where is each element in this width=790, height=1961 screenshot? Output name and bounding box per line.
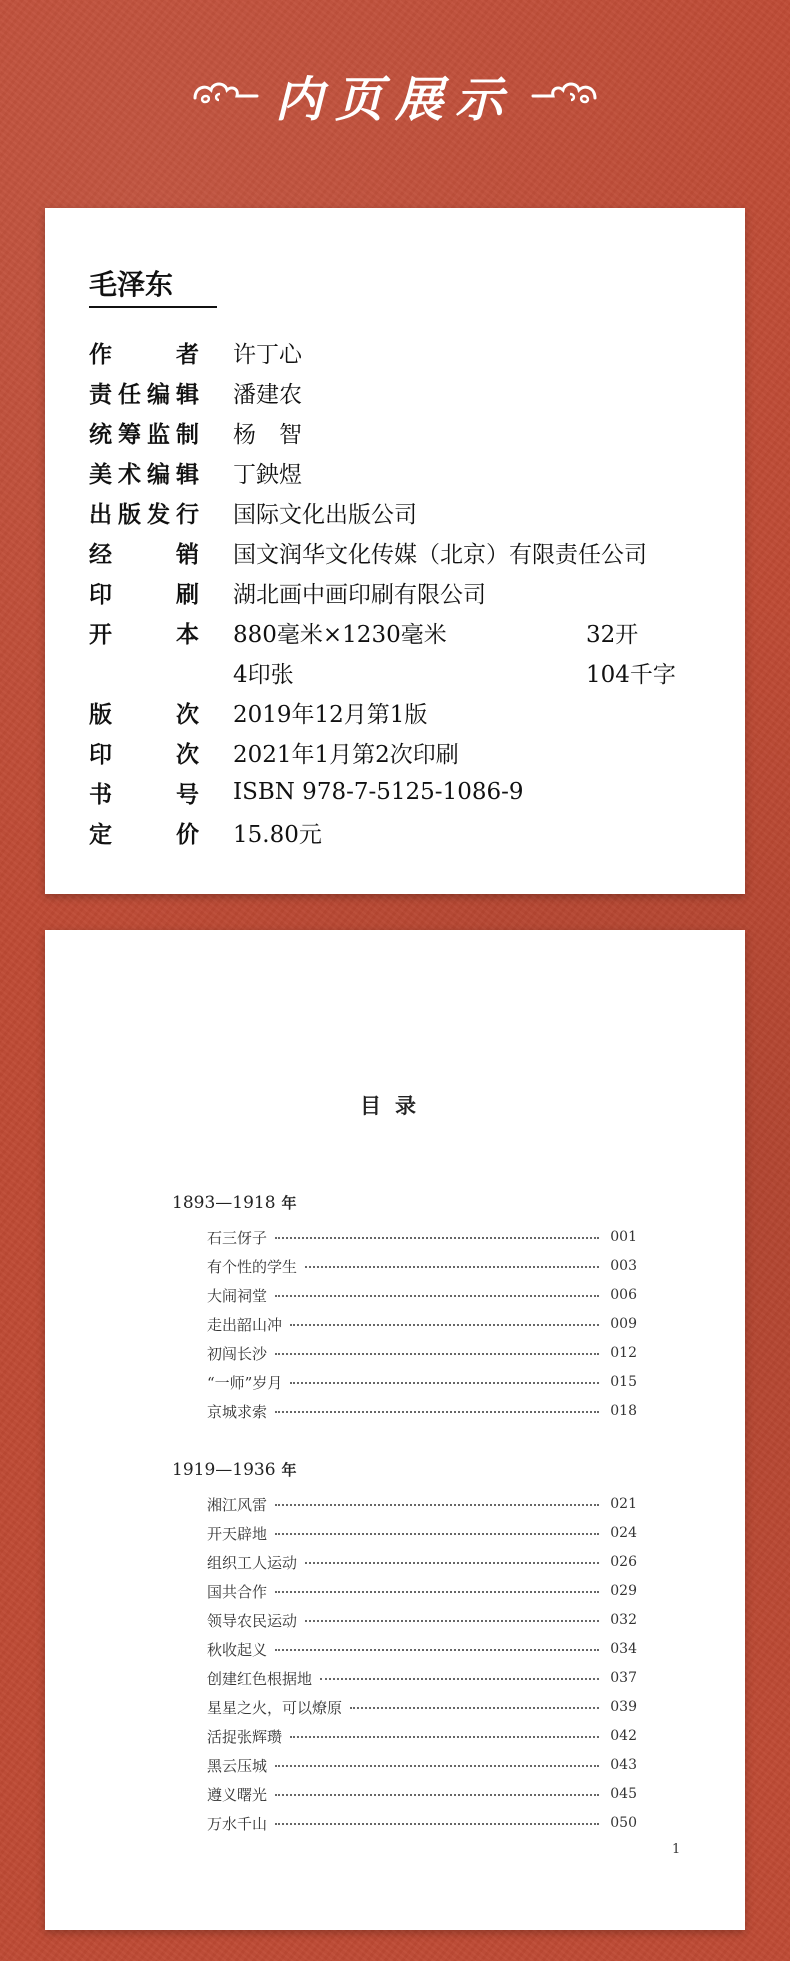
toc-entry-title: 湘江风雷 [207,1495,268,1514]
info-row [89,334,302,370]
info-value: 2019年12月第1版 [233,701,428,728]
book-title: 毛泽东 [89,268,174,301]
info-label: 开 本 [89,621,199,648]
toc-entry-page: 034 [610,1641,637,1657]
toc-entry-title: 大闹祠堂 [207,1286,268,1305]
info-row [89,574,486,610]
dot-leader [275,1237,599,1239]
info-value: 湖北画中画印刷有限公司 [233,581,486,608]
info-row [89,654,676,690]
toc-entry[interactable] [207,1226,637,1248]
dot-leader [290,1736,599,1738]
auspicious-cloud-left-icon [191,78,261,112]
dot-leader [275,1295,599,1297]
toc-entry-page: 037 [610,1670,637,1686]
info-value-secondary: 104千字 [586,661,676,688]
info-label: 统 筹 监 制 [89,421,199,448]
dot-leader [275,1649,599,1651]
toc-entry-title: 初闯长沙 [207,1344,268,1363]
info-row [89,414,302,450]
info-label: 版 次 [89,701,199,728]
toc-entry[interactable] [207,1551,637,1573]
header-title: 内页展示 [274,71,515,128]
info-value-secondary: 32开 [586,621,639,648]
info-value: ISBN 978-7-5125-1086-9 [233,779,524,805]
toc-entry-page: 015 [610,1374,637,1390]
info-value: 国文润华文化传媒（北京）有限责任公司 [233,541,647,568]
dot-leader [275,1504,599,1506]
toc-entry-page: 021 [610,1496,637,1512]
toc-entry[interactable] [207,1371,637,1393]
toc-entry[interactable] [207,1725,637,1747]
toc-entry[interactable] [207,1342,637,1364]
info-value: 4印张 [233,661,294,688]
dot-leader [275,1533,599,1535]
toc-entry[interactable] [207,1609,637,1631]
toc-entry-page: 043 [610,1757,637,1773]
toc-entry[interactable] [207,1696,637,1718]
dot-leader [290,1324,599,1326]
dot-leader [275,1794,599,1796]
section-suffix: 年 [281,1194,297,1212]
dot-leader [275,1823,599,1825]
toc-entry-title: 国共合作 [207,1582,268,1601]
info-row [89,774,524,810]
toc-entry[interactable] [207,1667,637,1689]
dot-leader [275,1591,599,1593]
toc-entry[interactable] [207,1783,637,1805]
info-label: 美 术 编 辑 [89,461,199,488]
toc-entry-page: 006 [610,1287,637,1303]
toc-section-heading [172,1459,297,1480]
info-label: 书 号 [89,781,199,808]
toc-entry-title: 开天辟地 [207,1524,268,1543]
info-value: 丁鉠煜 [233,461,302,488]
info-row [89,494,417,530]
toc-entry-page: 042 [610,1728,637,1744]
toc-entry-title: 有个性的学生 [207,1257,298,1276]
toc-title: 目录 [360,1093,430,1118]
toc-entry-page: 024 [610,1525,637,1541]
dot-leader [305,1562,599,1564]
section-years: 1893—1918 [172,1193,276,1213]
toc-entry-title: 石三伢子 [207,1228,268,1247]
dot-leader [275,1353,599,1355]
toc-entry-page: 045 [610,1786,637,1802]
toc-entry-page: 032 [610,1612,637,1628]
info-row [89,454,302,490]
toc-entry-page: 026 [610,1554,637,1570]
page-number: 1 [672,1842,681,1857]
info-value: 杨 智 [233,421,302,448]
toc-entry[interactable] [207,1493,637,1515]
toc-entry[interactable] [207,1580,637,1602]
toc-entry-title: 走出韶山冲 [207,1315,283,1334]
toc-entry[interactable] [207,1284,637,1306]
toc-entry[interactable] [207,1255,637,1277]
info-label: 经 销 [89,541,199,568]
dot-leader [290,1382,599,1384]
toc-entry-page: 018 [610,1403,637,1419]
info-value: 国际文化出版公司 [233,501,417,528]
info-label: 作 者 [89,341,199,368]
section-suffix: 年 [281,1461,297,1479]
copyright-page [45,208,745,894]
dot-leader [320,1678,599,1680]
dot-leader [305,1620,599,1622]
info-row [89,614,639,650]
info-value: 许丁心 [233,341,302,368]
toc-entry[interactable] [207,1313,637,1335]
toc-entry-page: 003 [610,1258,637,1274]
toc-entry-title: 京城求索 [207,1402,268,1421]
toc-entry-page: 050 [610,1815,637,1831]
toc-entry-title: 遵义曙光 [207,1785,268,1804]
info-row [89,534,647,570]
table-of-contents-page [45,930,745,1930]
toc-entry-title: 秋收起义 [207,1640,268,1659]
info-value: 2021年1月第2次印刷 [233,741,459,768]
toc-entry-page: 039 [610,1699,637,1715]
toc-entry-title: 组织工人运动 [207,1553,298,1572]
page-header [0,55,790,135]
toc-entry-page: 001 [610,1229,637,1245]
info-label: 出 版 发 行 [89,501,199,528]
toc-section-heading [172,1192,297,1213]
dot-leader [305,1266,599,1268]
toc-entry-title: 星星之火，可以燎原 [207,1698,343,1717]
dot-leader [275,1765,599,1767]
toc-entry-title: “一师”岁月 [207,1373,283,1392]
toc-entry-title: 黑云压城 [207,1756,268,1775]
info-label: 印 次 [89,741,199,768]
toc-entry[interactable] [207,1400,637,1422]
toc-entry-title: 创建红色根据地 [207,1669,313,1688]
info-label: 印 刷 [89,581,199,608]
section-years: 1919—1936 [172,1460,276,1480]
toc-entry[interactable] [207,1522,637,1544]
info-row [89,694,427,730]
toc-entry-title: 领导农民运动 [207,1611,298,1630]
info-row [89,814,322,850]
toc-entry-page: 012 [610,1345,637,1361]
info-label: 责 任 编 辑 [89,381,199,408]
dot-leader [350,1707,599,1709]
auspicious-cloud-right-icon [529,78,599,112]
info-label: 定 价 [89,821,199,848]
info-value: 15.80元 [233,821,322,848]
toc-entry[interactable] [207,1754,637,1776]
toc-entry-title: 万水千山 [207,1814,268,1833]
info-value: 潘建农 [233,381,302,408]
info-row [89,374,302,410]
toc-entry-title: 活捉张辉瓒 [207,1727,283,1746]
toc-entry[interactable] [207,1812,637,1834]
info-value: 880毫米×1230毫米 [233,621,447,648]
toc-entry-page: 029 [610,1583,637,1599]
toc-entry[interactable] [207,1638,637,1660]
title-underline [89,306,217,308]
dot-leader [275,1411,599,1413]
toc-entry-page: 009 [610,1316,637,1332]
info-row [89,734,459,770]
